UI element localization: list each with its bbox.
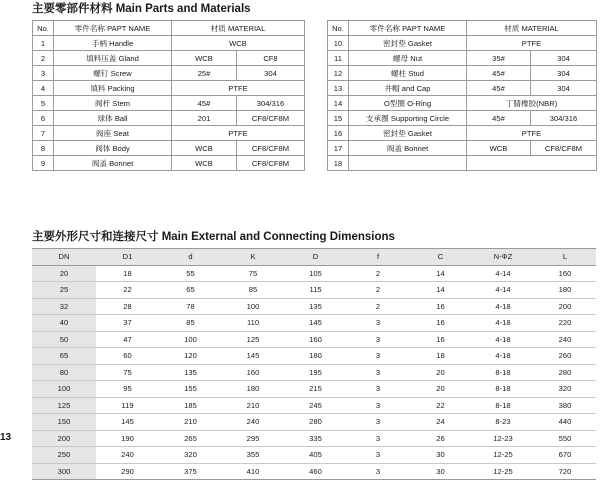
part-name-header: 零件名称 PAPT NAME — [54, 21, 172, 36]
dims-cell: 120 — [159, 348, 222, 365]
dims-cell: 110 — [222, 315, 284, 332]
dims-cell: 260 — [534, 348, 596, 365]
dims-cell: 720 — [534, 463, 596, 480]
part-material-1: 201 — [172, 111, 237, 126]
part-no: 17 — [328, 141, 349, 156]
part-material-1: WCB — [467, 141, 531, 156]
dims-header-row — [32, 249, 596, 266]
dims-header-cell: d — [159, 249, 222, 266]
dims-cell: 26 — [409, 430, 472, 447]
dims-cell: 20 — [409, 364, 472, 381]
dims-header-cell: L — [534, 249, 596, 266]
part-material-2: 304/316 — [531, 111, 597, 126]
parts-row — [33, 141, 305, 156]
dims-cell: 210 — [159, 414, 222, 431]
material-header: 材质 MATERIAL — [467, 21, 597, 36]
dims-cell: 8-18 — [472, 397, 534, 414]
dims-row — [32, 414, 596, 431]
part-material-2: 304 — [531, 51, 597, 66]
part-name: 螺柱 Stud — [349, 66, 467, 81]
dims-cell: 295 — [222, 430, 284, 447]
dims-cell: 3 — [347, 331, 409, 348]
dims-cell: 18 — [96, 265, 159, 282]
dims-cell: 440 — [534, 414, 596, 431]
part-no: 13 — [328, 81, 349, 96]
dims-cell: 85 — [222, 282, 284, 299]
part-name: 螺母 Nut — [349, 51, 467, 66]
part-material-2: CF8/CF8M — [237, 111, 305, 126]
dims-cell: 160 — [222, 364, 284, 381]
dims-cell: 8-23 — [472, 414, 534, 431]
dims-row — [32, 381, 596, 398]
dims-header-cell: f — [347, 249, 409, 266]
part-no: 1 — [33, 36, 54, 51]
dims-cell: 200 — [32, 430, 96, 447]
dims-cell: 190 — [96, 430, 159, 447]
part-no: 9 — [33, 156, 54, 171]
dims-cell: 16 — [409, 298, 472, 315]
dims-cell: 200 — [534, 298, 596, 315]
dims-cell: 100 — [222, 298, 284, 315]
part-material-2: CF8/CF8M — [237, 141, 305, 156]
part-material-1: WCB — [172, 51, 237, 66]
parts-section-title: 主要零部件材料 Main Parts and Materials — [32, 3, 251, 15]
dims-cell: 160 — [284, 331, 347, 348]
dims-cell: 145 — [222, 348, 284, 365]
dims-cell: 50 — [32, 331, 96, 348]
dims-row — [32, 463, 596, 480]
dims-cell: 115 — [284, 282, 347, 299]
part-name: 球体 Ball — [54, 111, 172, 126]
part-no: 12 — [328, 66, 349, 81]
part-no: 7 — [33, 126, 54, 141]
dims-cell: 65 — [32, 348, 96, 365]
dims-cell: 4-14 — [472, 282, 534, 299]
dims-cell: 24 — [409, 414, 472, 431]
dims-cell: 80 — [32, 364, 96, 381]
parts-row — [33, 66, 305, 81]
dims-cell: 3 — [347, 430, 409, 447]
no-header: No. — [328, 21, 349, 36]
part-material: PTFE — [467, 126, 597, 141]
part-material-2: CF8/CF8M — [237, 156, 305, 171]
parts-row — [328, 156, 597, 171]
part-name: 密封垫 Gasket — [349, 126, 467, 141]
part-material-1: 45# — [467, 81, 531, 96]
dimensions-table — [32, 248, 596, 480]
part-no: 2 — [33, 51, 54, 66]
part-material — [467, 156, 597, 171]
dims-cell: 95 — [96, 381, 159, 398]
part-material-1: 45# — [172, 96, 237, 111]
part-name — [349, 156, 467, 171]
dims-cell: 335 — [284, 430, 347, 447]
part-no: 5 — [33, 96, 54, 111]
part-material-1: WCB — [172, 156, 237, 171]
dims-header-cell: K — [222, 249, 284, 266]
part-material-1: 25# — [172, 66, 237, 81]
dims-cell: 240 — [222, 414, 284, 431]
dims-cell: 3 — [347, 348, 409, 365]
dims-cell: 150 — [32, 414, 96, 431]
part-material: PTFE — [467, 36, 597, 51]
dims-cell: 3 — [347, 414, 409, 431]
part-material: PTFE — [172, 81, 305, 96]
part-material-2: 304 — [531, 66, 597, 81]
dims-section-title: 主要外形尺寸和连接尺寸 Main External and Connecting Dimensions — [32, 231, 395, 243]
dims-cell: 28 — [96, 298, 159, 315]
dims-header-cell: D — [284, 249, 347, 266]
dims-cell: 180 — [222, 381, 284, 398]
dims-cell: 240 — [96, 447, 159, 464]
dims-cell: 4-14 — [472, 265, 534, 282]
dims-cell: 75 — [222, 265, 284, 282]
dims-cell: 4-18 — [472, 298, 534, 315]
parts-table-left — [32, 20, 305, 171]
dims-cell: 375 — [159, 463, 222, 480]
dims-cell: 65 — [159, 282, 222, 299]
dims-cell: 410 — [222, 463, 284, 480]
dims-header-cell: C — [409, 249, 472, 266]
dims-cell: 8-18 — [472, 364, 534, 381]
dims-cell: 3 — [347, 463, 409, 480]
dims-cell: 18 — [409, 348, 472, 365]
dims-cell: 40 — [32, 315, 96, 332]
dims-cell: 85 — [159, 315, 222, 332]
parts-row — [328, 96, 597, 111]
dims-cell: 160 — [534, 265, 596, 282]
parts-row — [328, 141, 597, 156]
part-material: PTFE — [172, 126, 305, 141]
dims-cell: 250 — [32, 447, 96, 464]
dims-row — [32, 331, 596, 348]
parts-row — [33, 111, 305, 126]
part-material-1: WCB — [172, 141, 237, 156]
dims-cell: 4-18 — [472, 348, 534, 365]
dims-cell: 100 — [32, 381, 96, 398]
parts-header-row — [33, 21, 305, 36]
dims-cell: 245 — [284, 397, 347, 414]
dims-cell: 145 — [284, 315, 347, 332]
part-material-2: 304 — [237, 66, 305, 81]
dims-cell: 125 — [32, 397, 96, 414]
dims-cell: 16 — [409, 315, 472, 332]
dims-cell: 550 — [534, 430, 596, 447]
dims-cell: 145 — [96, 414, 159, 431]
parts-row — [328, 66, 597, 81]
parts-row — [328, 51, 597, 66]
part-name: 填料 Packing — [54, 81, 172, 96]
dims-row — [32, 265, 596, 282]
dims-cell: 16 — [409, 331, 472, 348]
dims-cell: 60 — [96, 348, 159, 365]
dims-cell: 78 — [159, 298, 222, 315]
dims-cell: 20 — [32, 265, 96, 282]
dims-cell: 300 — [32, 463, 96, 480]
part-material-1: 45# — [467, 111, 531, 126]
part-material-2: 304/316 — [237, 96, 305, 111]
dims-cell: 215 — [284, 381, 347, 398]
dims-cell: 4-18 — [472, 315, 534, 332]
dims-row — [32, 447, 596, 464]
part-material-1: 35# — [467, 51, 531, 66]
part-name: 手柄 Handle — [54, 36, 172, 51]
dims-header-cell: DN — [32, 249, 96, 266]
dims-cell: 22 — [96, 282, 159, 299]
dims-cell: 14 — [409, 265, 472, 282]
part-name: 阀盖 Bonnet — [54, 156, 172, 171]
dims-cell: 14 — [409, 282, 472, 299]
dims-row — [32, 430, 596, 447]
dims-row — [32, 315, 596, 332]
part-material: 丁腈橡胶(NBR) — [467, 96, 597, 111]
part-no: 4 — [33, 81, 54, 96]
dims-cell: 2 — [347, 265, 409, 282]
parts-row — [328, 81, 597, 96]
dims-cell: 125 — [222, 331, 284, 348]
part-name: 井帽 and Cap — [349, 81, 467, 96]
parts-row — [328, 111, 597, 126]
parts-row — [33, 96, 305, 111]
dims-cell: 20 — [409, 381, 472, 398]
part-no: 8 — [33, 141, 54, 156]
dims-cell: 355 — [222, 447, 284, 464]
parts-table-right — [327, 20, 597, 171]
parts-row — [33, 51, 305, 66]
dims-header-cell: D1 — [96, 249, 159, 266]
dims-row — [32, 298, 596, 315]
part-name: 阀杆 Stem — [54, 96, 172, 111]
part-no: 11 — [328, 51, 349, 66]
parts-row — [33, 126, 305, 141]
dims-cell: 670 — [534, 447, 596, 464]
dims-cell: 47 — [96, 331, 159, 348]
dims-cell: 180 — [284, 348, 347, 365]
dims-cell: 3 — [347, 397, 409, 414]
dims-cell: 75 — [96, 364, 159, 381]
dims-cell: 3 — [347, 447, 409, 464]
dims-row — [32, 348, 596, 365]
dims-cell: 460 — [284, 463, 347, 480]
dims-cell: 119 — [96, 397, 159, 414]
part-no: 18 — [328, 156, 349, 171]
part-name: 密封垫 Gasket — [349, 36, 467, 51]
page-number: 13 — [0, 432, 12, 443]
dims-cell: 3 — [347, 381, 409, 398]
part-material-1: 45# — [467, 66, 531, 81]
dims-row — [32, 282, 596, 299]
dims-cell: 2 — [347, 298, 409, 315]
part-material-2: CF8 — [237, 51, 305, 66]
part-no: 3 — [33, 66, 54, 81]
part-name: O型圈 O-Ring — [349, 96, 467, 111]
dims-cell: 380 — [534, 397, 596, 414]
part-material-2: 304 — [531, 81, 597, 96]
dims-cell: 2 — [347, 282, 409, 299]
parts-row — [33, 36, 305, 51]
dims-cell: 30 — [409, 447, 472, 464]
part-name-header: 零件名称 PAPT NAME — [349, 21, 467, 36]
dims-row — [32, 364, 596, 381]
dims-row — [32, 397, 596, 414]
part-material-2: CF8/CF8M — [531, 141, 597, 156]
dims-cell: 32 — [32, 298, 96, 315]
part-material: WCB — [172, 36, 305, 51]
dims-cell: 280 — [284, 414, 347, 431]
part-no: 15 — [328, 111, 349, 126]
parts-row — [33, 81, 305, 96]
no-header: No. — [33, 21, 54, 36]
dims-cell: 405 — [284, 447, 347, 464]
dims-cell: 290 — [96, 463, 159, 480]
dims-cell: 240 — [534, 331, 596, 348]
dims-cell: 3 — [347, 364, 409, 381]
dims-cell: 8-18 — [472, 381, 534, 398]
dims-cell: 4-18 — [472, 331, 534, 348]
dims-cell: 280 — [534, 364, 596, 381]
dims-cell: 320 — [159, 447, 222, 464]
dims-cell: 100 — [159, 331, 222, 348]
part-name: 阀座 Seat — [54, 126, 172, 141]
parts-row — [328, 36, 597, 51]
dims-cell: 55 — [159, 265, 222, 282]
parts-row — [33, 156, 305, 171]
parts-row — [328, 126, 597, 141]
dims-cell: 22 — [409, 397, 472, 414]
dims-cell: 195 — [284, 364, 347, 381]
part-name: 填料压盖 Gland — [54, 51, 172, 66]
dims-cell: 220 — [534, 315, 596, 332]
dims-cell: 37 — [96, 315, 159, 332]
dims-cell: 180 — [534, 282, 596, 299]
dims-cell: 30 — [409, 463, 472, 480]
dims-cell: 12-25 — [472, 447, 534, 464]
part-no: 6 — [33, 111, 54, 126]
dims-cell: 320 — [534, 381, 596, 398]
dims-cell: 12-23 — [472, 430, 534, 447]
parts-header-row — [328, 21, 597, 36]
dims-header-cell: N-ΦZ — [472, 249, 534, 266]
part-name: 螺钉 Screw — [54, 66, 172, 81]
part-name: 阀盖 Bonnet — [349, 141, 467, 156]
part-no: 14 — [328, 96, 349, 111]
material-header: 材质 MATERIAL — [172, 21, 305, 36]
dims-cell: 3 — [347, 315, 409, 332]
dims-cell: 12-25 — [472, 463, 534, 480]
dims-cell: 265 — [159, 430, 222, 447]
dims-cell: 25 — [32, 282, 96, 299]
dims-cell: 135 — [159, 364, 222, 381]
dims-cell: 210 — [222, 397, 284, 414]
dims-cell: 185 — [159, 397, 222, 414]
dims-cell: 105 — [284, 265, 347, 282]
part-name: 支承圈 Supporting Circle — [349, 111, 467, 126]
dims-cell: 135 — [284, 298, 347, 315]
dims-cell: 155 — [159, 381, 222, 398]
part-name: 阀体 Body — [54, 141, 172, 156]
part-no: 16 — [328, 126, 349, 141]
part-no: 10 — [328, 36, 349, 51]
